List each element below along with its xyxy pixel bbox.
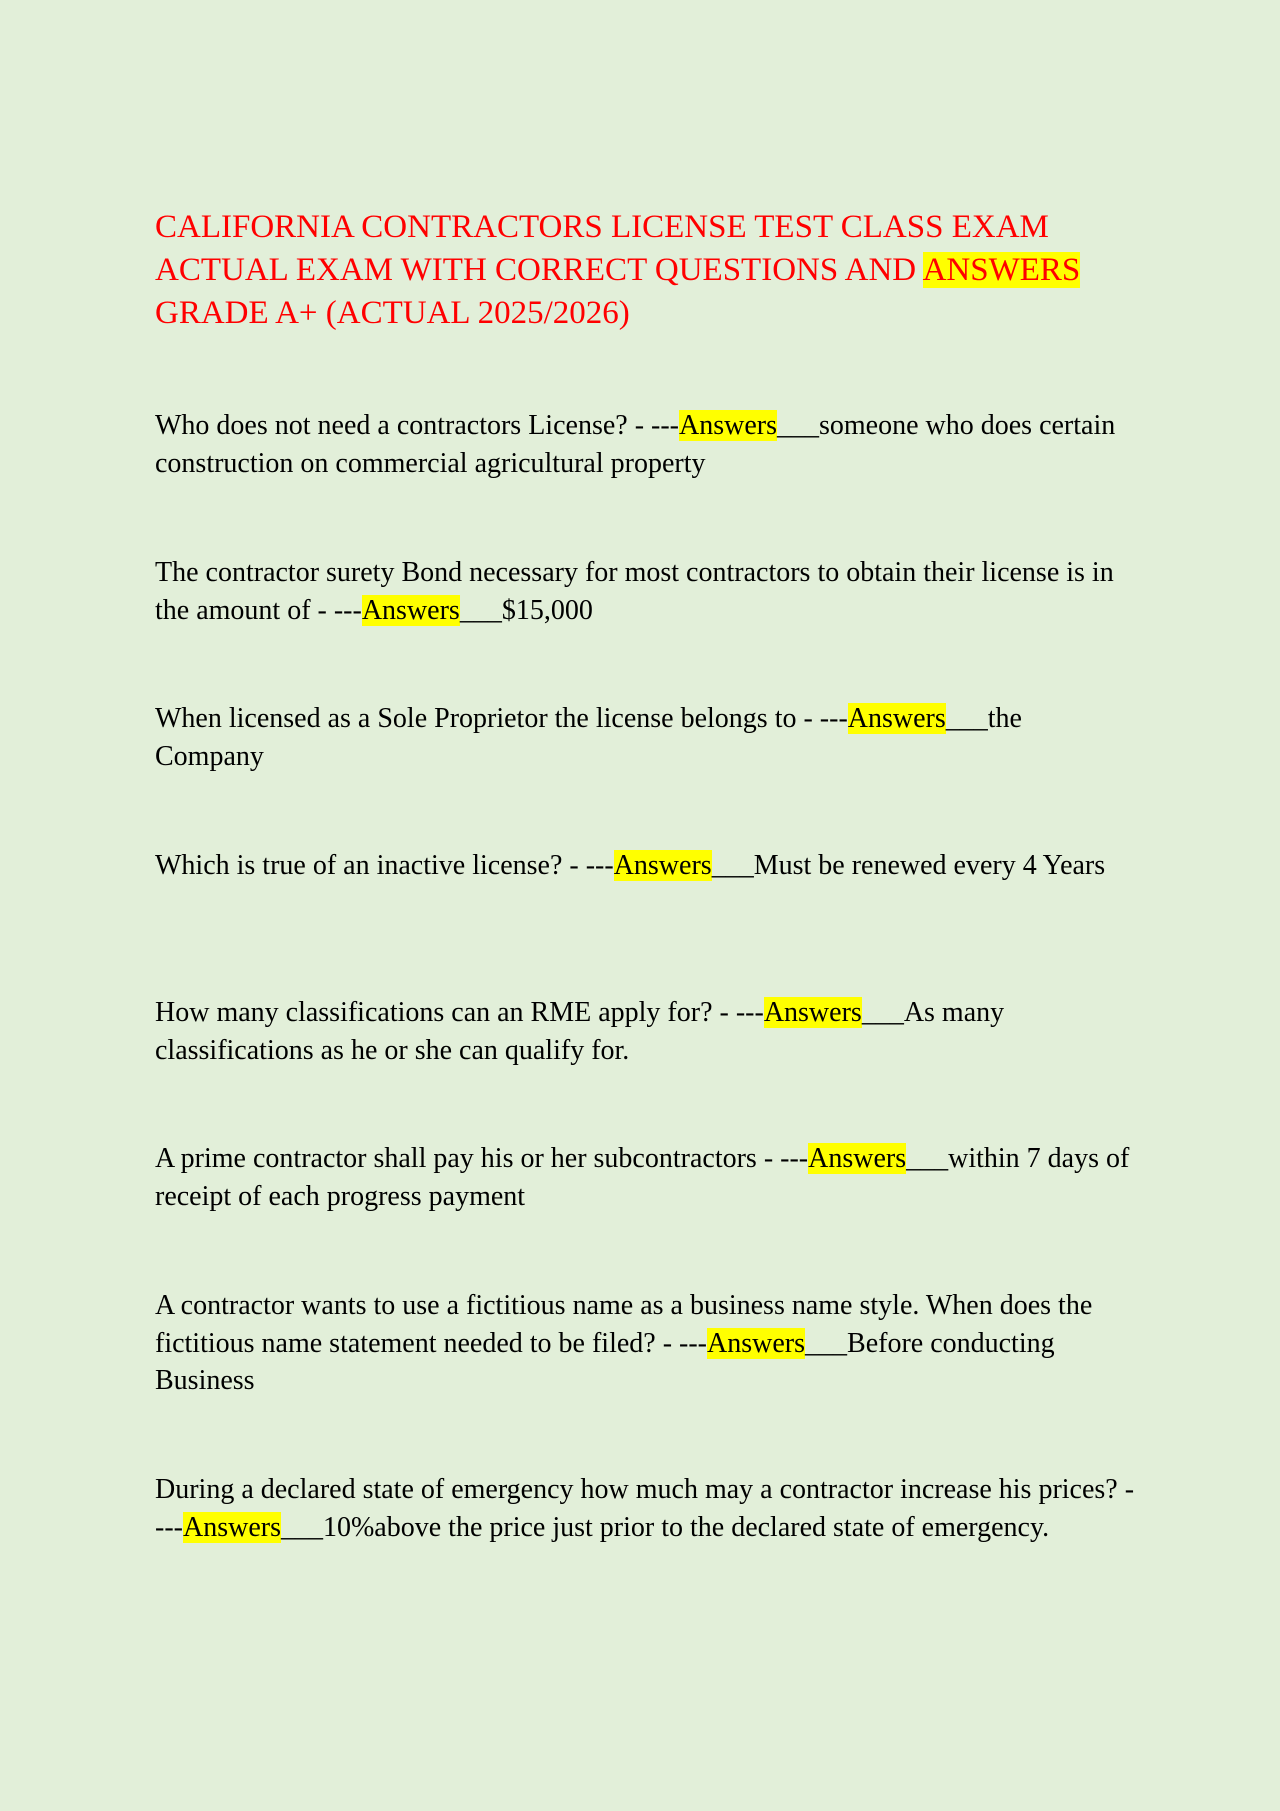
- answer-text: ___the Company: [155, 703, 1022, 772]
- answer-text: ___within 7 days of receipt of each progress payment: [155, 1143, 1130, 1212]
- qa-item: [155, 1287, 1135, 1400]
- qa-item: [155, 847, 1135, 885]
- qa-item: [155, 554, 1135, 629]
- answers-marker: Answers: [679, 410, 777, 441]
- answers-marker: Answers: [808, 1143, 907, 1174]
- answer-text: ___As many classifications as he or she can qualify for.: [155, 997, 1005, 1066]
- qa-item: [155, 407, 1135, 482]
- answer-text: ___Must be renewed every 4 Years: [711, 850, 1106, 881]
- document-title: [155, 206, 1135, 335]
- answers-marker: Answers: [707, 1327, 806, 1359]
- question-text: Which is true of an inactive license? - ---: [155, 850, 614, 881]
- qa-item: [155, 1140, 1135, 1215]
- title-text-end: GRADE A+ (ACTUAL 2025/2026): [155, 295, 630, 331]
- answer-text: ___$15,000: [459, 594, 593, 626]
- title-highlight: ANSWERS: [922, 252, 1081, 288]
- answers-marker: Answers: [361, 594, 460, 626]
- question-text: Who does not need a contractors License? - ---: [155, 410, 679, 441]
- answer-text: ___Before conducting Business: [155, 1327, 1055, 1396]
- answer-text: ___10%above the price just prior to the declared state of emergency.: [280, 1511, 1050, 1543]
- question-text: During a declared state of emergency how much may a contractor increase his prices? - ---: [155, 1474, 1135, 1543]
- question-text: How many classifications can an RME apply for? - ---: [155, 997, 764, 1028]
- answers-marker: Answers: [847, 703, 946, 734]
- question-text: When licensed as a Sole Proprietor the license belongs to - ---: [155, 703, 848, 734]
- question-text: A prime contractor shall pay his or her subcontractors - ---: [155, 1143, 809, 1174]
- answers-marker: Answers: [763, 997, 862, 1028]
- answers-marker: Answers: [613, 850, 712, 881]
- qa-item: [155, 994, 1135, 1069]
- qa-item: [155, 1471, 1135, 1546]
- title-text: CALIFORNIA CONTRACTORS LICENSE TEST CLASS EXAM ACTUAL EXAM WITH CORRECT QUESTIONS AND: [155, 209, 1049, 288]
- question-text: The contractor surety Bond necessary for most contractors to obtain their license is in the amount of - ---: [155, 557, 1114, 626]
- qa-item: [155, 700, 1135, 775]
- question-text: A contractor wants to use a fictitious name as a business name style. When does the fictitious name statement needed to be filed? - ---: [155, 1290, 1093, 1359]
- answer-text: ___someone who does certain construction on commercial agricultural property: [155, 410, 1116, 479]
- answers-marker: Answers: [182, 1511, 281, 1543]
